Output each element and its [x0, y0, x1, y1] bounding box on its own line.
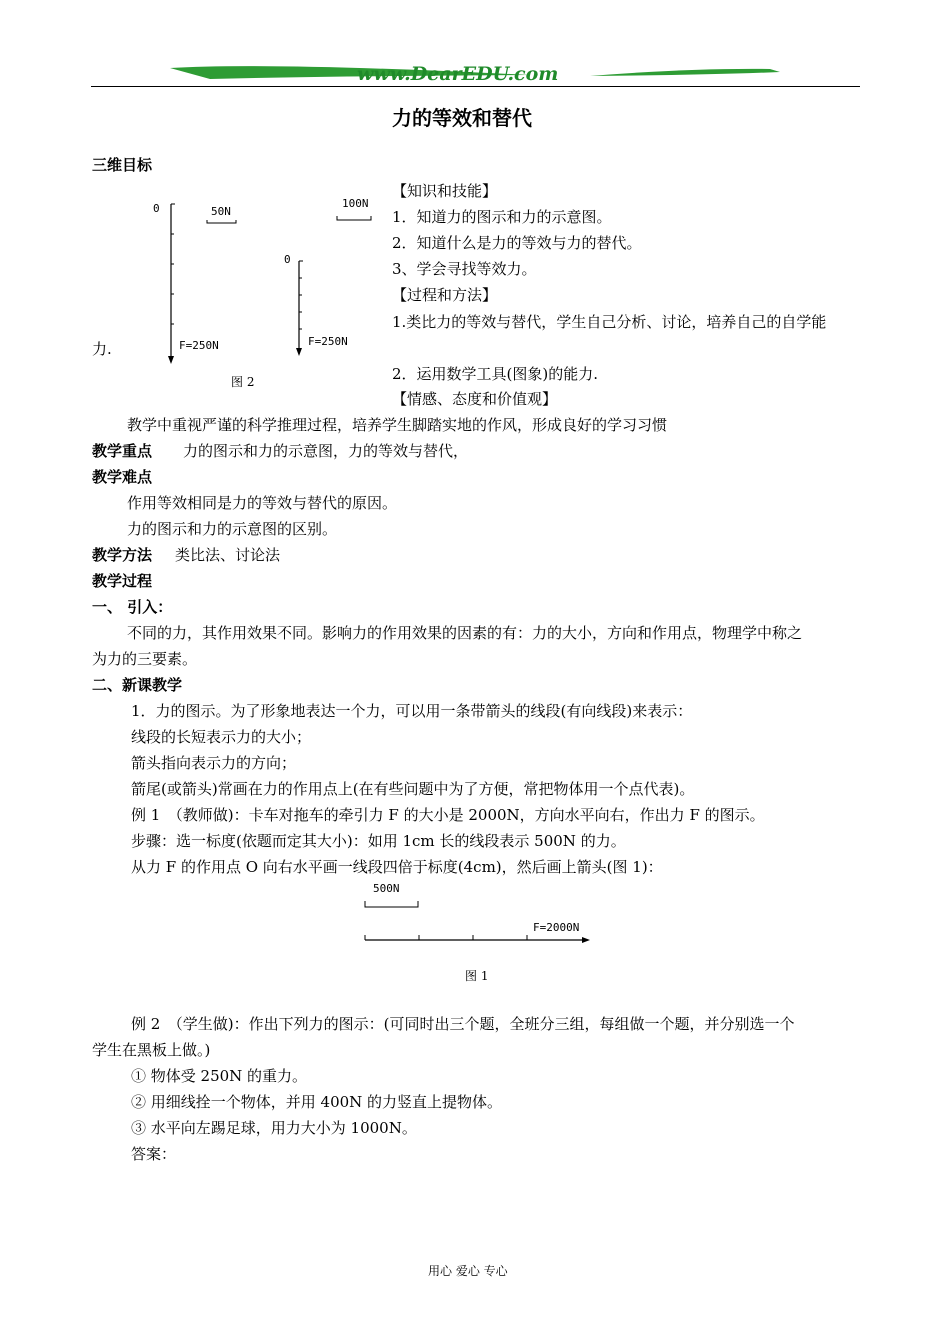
force-vector-a-arrowhead — [168, 356, 174, 364]
fig1-caption: 图 1 — [465, 969, 489, 983]
key-point-text: 力的图示和力的示意图，力的等效与替代， — [183, 442, 469, 460]
example2-text: 学生在黑板上做。) — [92, 1041, 211, 1059]
fig2-zero-a: 0 — [153, 202, 160, 215]
knowledge-item: 3、学会寻找等效力。 — [392, 260, 537, 278]
header-rule — [91, 86, 860, 87]
right-swoosh — [590, 69, 780, 76]
process-item: 2．运用数学工具(图象)的能力. — [392, 365, 599, 383]
lesson-line: 1．力的图示。为了形象地表达一个力，可以用一条带箭头的线段(有向线段)来表示： — [131, 702, 693, 720]
force-vector-b-arrowhead — [296, 348, 302, 356]
process-label: 教学过程 — [92, 572, 153, 590]
site-logo: www.DearEDU.com — [357, 63, 559, 85]
key-point-label: 教学重点 — [92, 442, 153, 460]
example2-item: ① 物体受 250N 的重力。 — [131, 1067, 308, 1085]
lesson-line: 箭尾(或箭头)常画在力的作用点上(在有些问题中为了方便，常把物体用一个点代表)。 — [131, 780, 695, 798]
knowledge-item: 1．知道力的图示和力的示意图。 — [392, 208, 612, 226]
fig2-scale-b-label: 100N — [342, 197, 369, 210]
method-text: 类比法、讨论法 — [175, 546, 281, 564]
fig2-caption: 图 2 — [231, 375, 255, 389]
scale-bar-500n — [365, 901, 418, 907]
fig2-scale-a-label: 50N — [211, 205, 231, 218]
intro-heading: 一、 引入： — [92, 598, 173, 616]
fig1-force-label: F=2000N — [533, 921, 580, 934]
intro-text: 不同的力，其作用效果不同。影响力的作用效果的因素的有：力的大小，方向和作用点，物理学中称之 — [127, 624, 803, 642]
fig2-force-a-label: F=250N — [179, 339, 219, 352]
lesson-line: 从力 F 的作用点 O 向右水平画一线段四倍于标度(4cm)，然后画上箭头(图 1)： — [131, 858, 663, 876]
example2-text: 例 2 （学生做)：作出下列力的图示：(可同时出三个题，全班分三组，每组做一个题，并分别选一个 — [131, 1015, 795, 1033]
page-footer: 用心 爱心 专心 — [428, 1264, 508, 1278]
emotion-text: 教学中重视严谨的科学推理过程，培养学生脚踏实地的作风，形成良好的学习习惯 — [127, 416, 668, 434]
force-vector-arrowhead — [582, 937, 590, 943]
lesson-line: 例 1 （教师做)：卡车对拖车的牵引力 F 的大小是 2000N，方向水平向右，作出力 F 的图示。 — [131, 806, 765, 824]
difficulty-line: 作用等效相同是力的等效与替代的原因。 — [127, 494, 398, 512]
fig2-force-b-label: F=250N — [308, 335, 348, 348]
process-item-continued: 力. — [92, 340, 112, 358]
example2-item: ③ 水平向左踢足球，用力大小为 1000N。 — [131, 1119, 417, 1137]
scale-bar-50n — [207, 220, 236, 223]
page-title: 力的等效和替代 — [392, 106, 532, 130]
lesson-line: 线段的长短表示力的大小； — [131, 728, 312, 746]
knowledge-item: 2．知道什么是力的等效与力的替代。 — [392, 234, 642, 252]
answer-label: 答案： — [131, 1145, 177, 1163]
process-item: 1.类比力的等效与替代，学生自己分析、讨论，培养自己的自学能 — [392, 313, 827, 331]
scale-bar-100n — [337, 216, 371, 220]
new-lesson-heading: 二、新课教学 — [92, 676, 183, 694]
example2-item: ② 用细线拴一个物体，并用 400N 的力竖直上提物体。 — [131, 1093, 503, 1111]
method-label: 教学方法 — [92, 546, 153, 564]
emotion-heading: 【情感、态度和价值观】 — [392, 390, 558, 408]
figure-2 — [140, 196, 380, 396]
knowledge-heading: 【知识和技能】 — [392, 182, 498, 200]
process-heading: 【过程和方法】 — [392, 286, 498, 304]
fig2-zero-b: 0 — [284, 253, 291, 266]
intro-text: 为力的三要素。 — [92, 650, 198, 668]
difficulty-line: 力的图示和力的示意图的区别。 — [127, 520, 338, 538]
lesson-line: 箭头指向表示力的方向； — [131, 754, 297, 772]
objectives-heading: 三维目标 — [92, 156, 153, 174]
fig1-scale-label: 500N — [373, 882, 400, 895]
difficulty-label: 教学难点 — [92, 468, 153, 486]
lesson-line: 步骤：选一标度(依题而定其大小)：如用 1cm 长的线段表示 500N 的力。 — [131, 832, 626, 850]
